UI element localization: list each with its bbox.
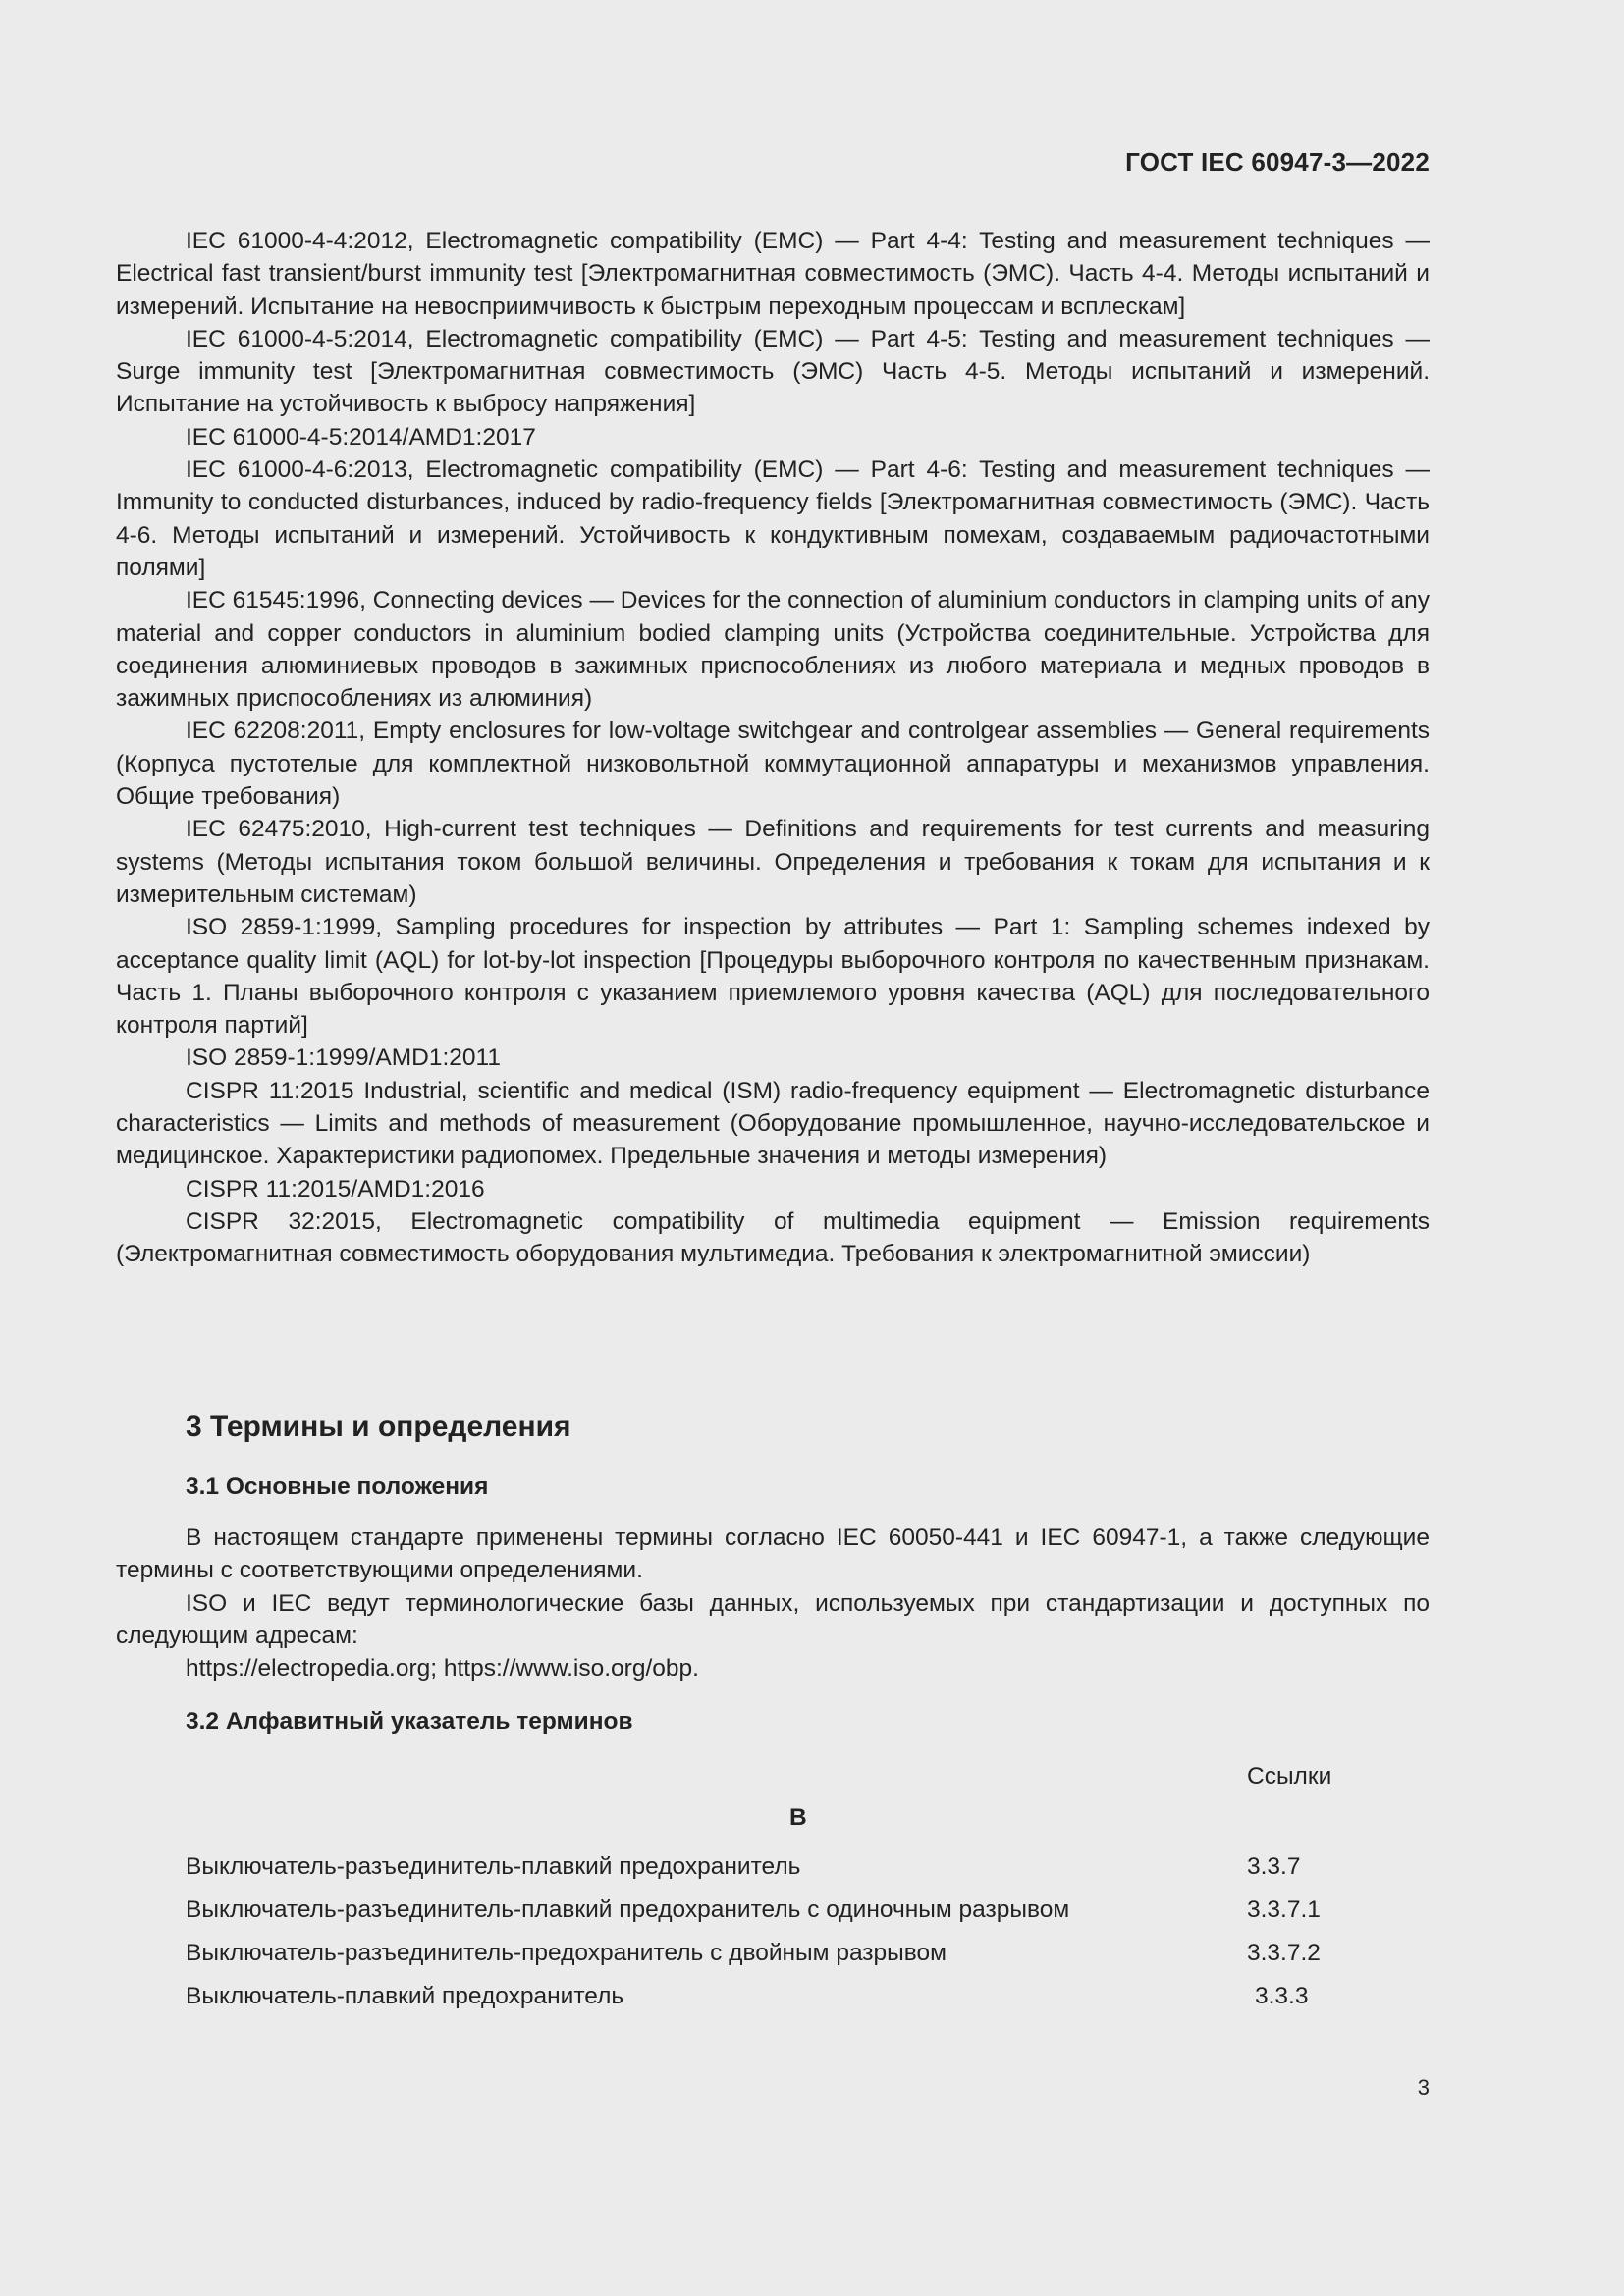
- body-paragraph: В настоящем стандарте применены термины согласно IEC 60050-441 и IEC 60947-1, а также следующие термины с соответствующими определениями.: [116, 1524, 1430, 1584]
- section-heading: 3 Термины и определения: [186, 1411, 571, 1443]
- index-row: [186, 1932, 1430, 1975]
- index-ref: 3.3.7: [1247, 1853, 1301, 1880]
- body-paragraph-links: https://electropedia.org; https://www.iso.org/obp.: [186, 1655, 699, 1682]
- reference-item: CISPR 32:2015, Electromagnetic compatibility of multimedia equipment — Emission requirements (Электромагнитная совместимость оборудования мультимедиа. Требования к электромагнитной эмиссии): [116, 1207, 1430, 1268]
- index-refs-column-header: Ссылки: [1247, 1763, 1332, 1789]
- normative-references-list: [116, 225, 1430, 1271]
- body-paragraph: ISO и IEC ведут терминологические базы данных, используемых при стандартизации и доступных по следующим адресам:: [116, 1589, 1430, 1649]
- index-row: [186, 1889, 1430, 1932]
- index-term: Выключатель-плавкий предохранитель: [186, 1983, 624, 2009]
- reference-item: IEC 62208:2011, Empty enclosures for low-voltage switchgear and controlgear assemblies — General requirements (Корпуса пустотелые для комплектной низковольтной коммутационной аппаратуры и механизмов управления. Общие требования): [116, 718, 1430, 811]
- standard-code-header: ГОСТ IEC 60947-3—2022: [1125, 147, 1430, 177]
- reference-item: IEC 62475:2010, High-current test techniques — Definitions and requirements for test currents and measuring systems (Методы испытания током большой величины. Определения и требования к токам для испытания и к измерительным системам): [116, 816, 1430, 908]
- subsection-heading: 3.2 Алфавитный указатель терминов: [186, 1708, 633, 1735]
- reference-item: IEC 61000-4-4:2012, Electromagnetic compatibility (EMC) — Part 4-4: Testing and measurement techniques — Electrical fast transient/burst immunity test [Электромагнитная совместимость (ЭМС). Часть 4-4. Методы испытаний и измерений. Испытание на невосприимчивость к быстрым переходным процессам и всплескам]: [116, 228, 1430, 320]
- index-row: [186, 1845, 1430, 1889]
- subsection-heading: 3.1 Основные положения: [186, 1473, 489, 1500]
- alphabetical-index: [186, 1845, 1430, 2018]
- reference-item: IEC 61000-4-6:2013, Electromagnetic compatibility (EMC) — Part 4-6: Testing and measurement techniques — Immunity to conducted disturbances, induced by radio-frequency fields [Электромагнитная совместимость (ЭМС). Часть 4-6. Методы испытаний и измерений. Устойчивость к кондуктивным помехам, создаваемым радиочастотными полями]: [116, 456, 1430, 581]
- index-row: [186, 1975, 1430, 2018]
- index-ref: 3.3.7.2: [1247, 1940, 1321, 1966]
- section-body: [116, 1522, 1430, 1684]
- reference-item: ISO 2859-1:1999, Sampling procedures for inspection by attributes — Part 1: Sampling schemes indexed by acceptance quality limit (AQL) for lot-by-lot inspection [Процедуры выборочного контроля по качественным признакам. Часть 1. Планы выборочного контроля с указанием приемлемого уровня качества (AQL) для последовательного контроля партий]: [116, 914, 1430, 1040]
- page-number: 3: [1417, 2075, 1430, 2100]
- reference-item: IEC 61000-4-5:2014/AMD1:2017: [186, 423, 536, 451]
- document-page: [116, 0, 1430, 2296]
- index-ref: 3.3.7.1: [1247, 1896, 1321, 1923]
- index-term: Выключатель-разъединитель-плавкий предохранитель с одиночным разрывом: [186, 1896, 1070, 1923]
- index-ref: 3.3.3: [1255, 1983, 1309, 2009]
- index-letter-heading: В: [789, 1804, 807, 1831]
- reference-item: CISPR 11:2015 Industrial, scientific and medical (ISM) radio-frequency equipment — Electromagnetic disturbance characteristics — Limits and methods of measurement (Оборудование промышленное, научно-исследовательское и медицинское. Характеристики радиопомех. Предельные значения и методы измерения): [116, 1077, 1430, 1170]
- index-term: Выключатель-разъединитель-предохранитель с двойным разрывом: [186, 1940, 947, 1966]
- reference-item: IEC 61545:1996, Connecting devices — Devices for the connection of aluminium conductors in clamping units of any material and copper conductors in aluminium bodied clamping units (Устройства соединительные. Устройства для соединения алюминиевых проводов в зажимных приспособлениях из любого материала и медных проводов в зажимных приспособлениях из алюминия): [116, 587, 1430, 713]
- reference-item: IEC 61000-4-5:2014, Electromagnetic compatibility (EMC) — Part 4-5: Testing and measurement techniques — Surge immunity test [Электромагнитная совместимость (ЭМС) Часть 4-5. Методы испытаний и измерений. Испытание на устойчивость к выбросу напряжения]: [116, 325, 1430, 418]
- reference-item: CISPR 11:2015/AMD1:2016: [186, 1175, 485, 1202]
- index-term: Выключатель-разъединитель-плавкий предохранитель: [186, 1853, 801, 1880]
- reference-item: ISO 2859-1:1999/AMD1:2011: [186, 1044, 501, 1072]
